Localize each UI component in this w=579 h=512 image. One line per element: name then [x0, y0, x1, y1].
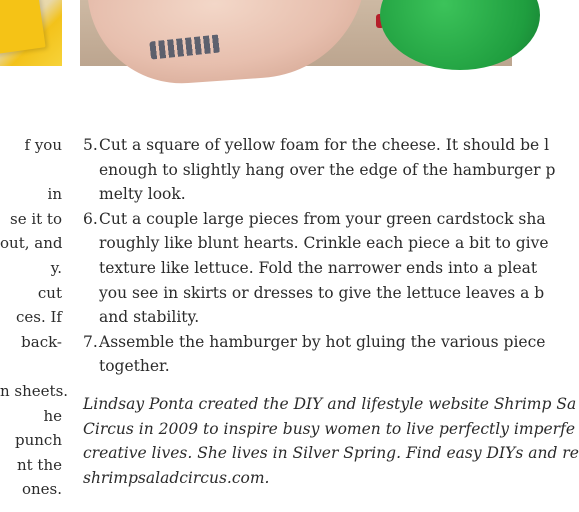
left-line: in	[47, 185, 62, 204]
left-line: ces. If	[16, 308, 62, 327]
left-line: cut	[37, 283, 62, 302]
yellow-foam-piece	[0, 0, 46, 54]
green-object	[380, 0, 540, 70]
bio-line: Circus in 2009 to inspire busy women to live perfectly imperfe	[83, 419, 575, 438]
left-line	[0, 158, 62, 183]
left-line: out, and	[0, 234, 63, 253]
step-line: together.	[99, 357, 170, 376]
left-line: ones.	[21, 480, 62, 499]
step-line: and stability.	[99, 308, 200, 327]
step-line: Cut a couple large pieces from your green cardstock sha	[99, 209, 546, 228]
step-line: roughly like blunt hearts. Crinkle each piece a bit to give	[99, 234, 549, 253]
left-line: nt the	[16, 455, 62, 474]
step-5	[83, 133, 556, 207]
step-line: Cut a square of yellow foam for the cheese. It should be l	[99, 136, 550, 154]
step-line: you see in skirts or dresses to give the lettuce leaves a b	[99, 283, 545, 302]
step-7	[83, 330, 546, 379]
bio-line: creative lives. She lives in Silver Spring. Find easy DIYs and re	[83, 444, 579, 463]
step-number: 5.	[83, 136, 98, 154]
step-line: Assemble the hamburger by hot gluing the various piece	[99, 332, 546, 351]
bio-line: shrimpsaladcircus.com.	[83, 468, 270, 487]
hand-image	[87, 0, 374, 90]
step-line: enough to slightly hang over the edge of the hamburger p	[99, 160, 556, 179]
step-line: melty look.	[99, 185, 186, 204]
author-bio	[83, 392, 579, 490]
hand-craft-photo	[80, 0, 512, 66]
step-number: 6.	[83, 209, 98, 228]
step-line: texture like lettuce. Fold the narrower ends into a pleat	[99, 258, 538, 277]
left-line: he	[43, 406, 62, 425]
left-line: y.	[50, 258, 62, 277]
left-column-text	[0, 133, 69, 502]
left-line: punch	[15, 431, 62, 450]
left-line: n sheets.	[0, 381, 69, 400]
instructions-column	[83, 133, 579, 490]
step-number: 7.	[83, 332, 98, 351]
left-line: f you	[24, 136, 62, 154]
bio-line: Lindsay Ponta created the DIY and lifestyle website Shrimp Sa	[83, 394, 577, 413]
left-line	[0, 354, 62, 379]
left-line: back-	[21, 332, 62, 351]
left-line: se it to	[10, 209, 62, 228]
cheese-photo	[0, 0, 62, 66]
step-6	[83, 207, 549, 330]
